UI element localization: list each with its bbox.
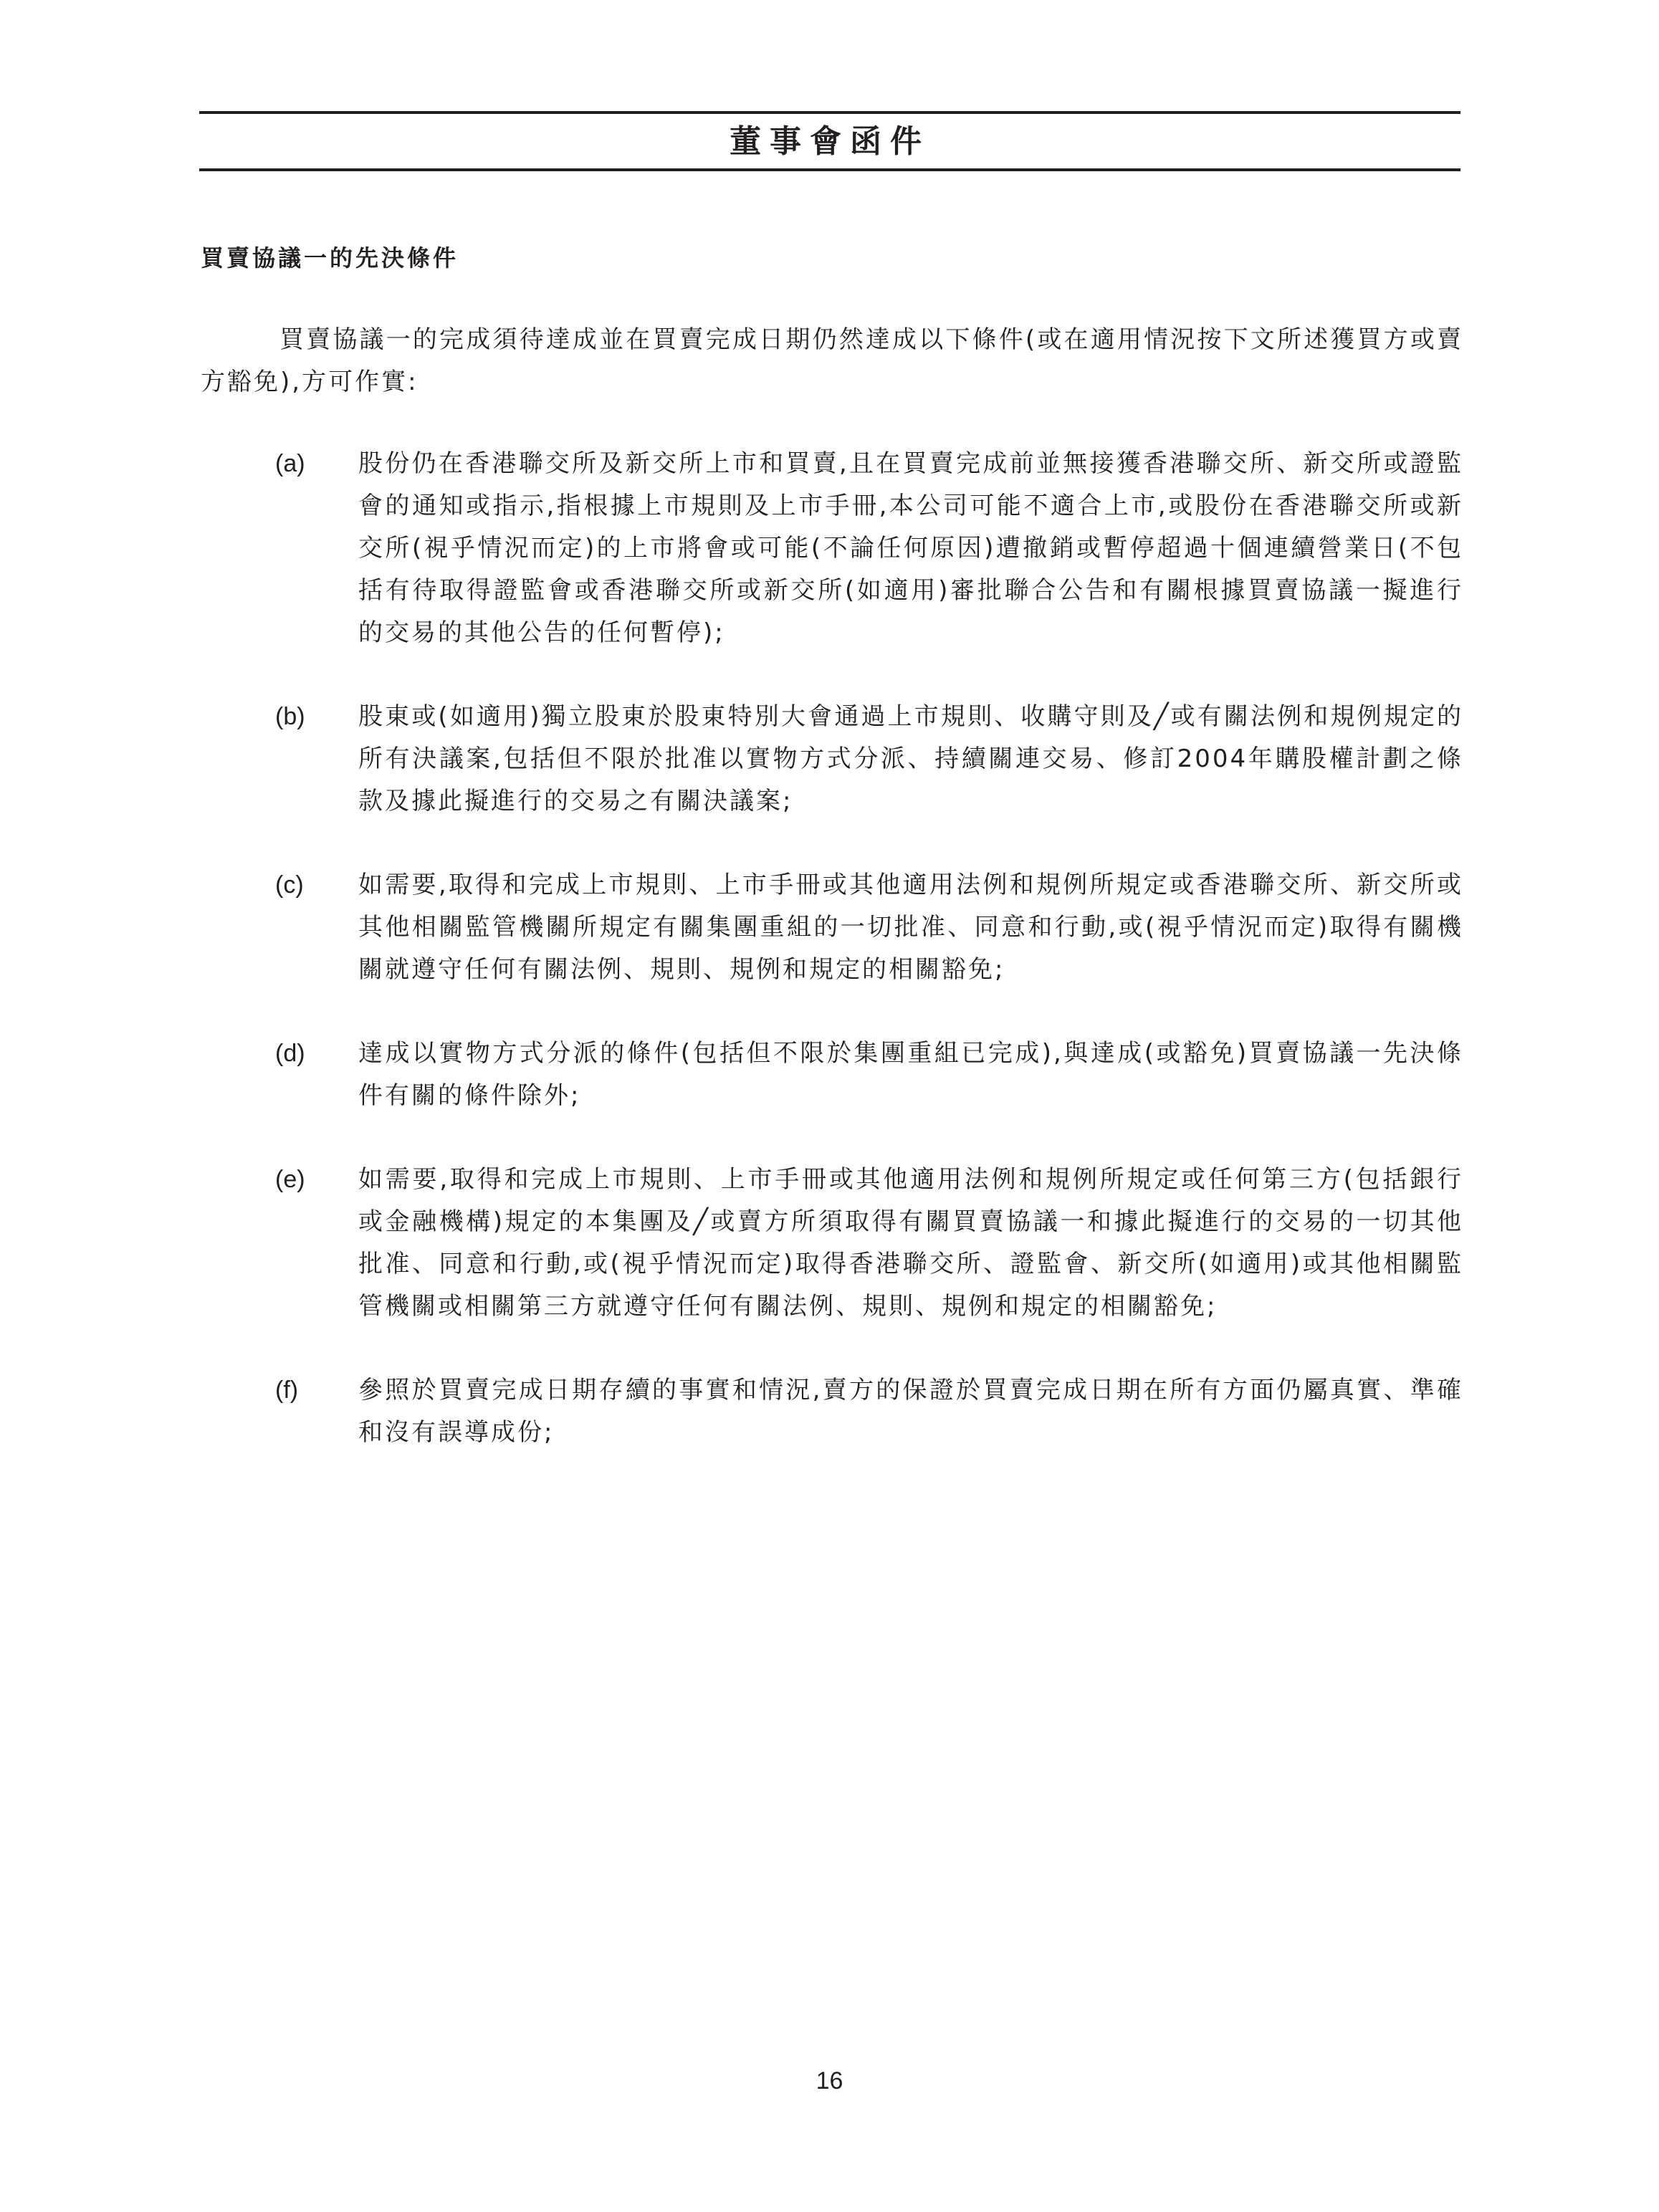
condition-label: (e) bbox=[275, 1166, 305, 1193]
header-top-rule bbox=[199, 111, 1460, 114]
condition-item-b bbox=[201, 696, 1463, 823]
header-bottom-rule bbox=[199, 168, 1460, 171]
conditions-list bbox=[201, 443, 1463, 1495]
condition-text: 如需要,取得和完成上市規則、上市手冊或其他適用法例和規例所規定或任何第三方(包括銀行或金融機構)規定的本集團及╱或賣方所須取得有關買賣協議一和據此擬進行的交易的一切其他批准、同意和行動,或(視乎情況而定)取得香港聯交所、證監會、新交所(如適用)或其他相關監管機關或相關第三方就遵守任何有關法例、規則、規例和規定的相關豁免; bbox=[358, 1165, 1463, 1321]
intro-paragraph: 買賣協議一的完成須待達成並在買賣完成日期仍然達成以下條件(或在適用情況按下文所述獲買方或賣方豁免),方可作實: bbox=[201, 325, 1463, 396]
condition-item-a bbox=[201, 443, 1463, 654]
condition-item-e bbox=[201, 1159, 1463, 1328]
section-heading: 買賣協議一的先決條件 bbox=[201, 244, 459, 272]
page-title: 董事會函件 bbox=[730, 123, 930, 160]
condition-label: (d) bbox=[275, 1040, 305, 1067]
condition-text: 參照於買賣完成日期存續的事實和情況,賣方的保證於買賣完成日期在所有方面仍屬真實、準確和沒有誤導成份; bbox=[358, 1376, 1463, 1447]
condition-label: (f) bbox=[275, 1376, 299, 1404]
condition-text: 股份仍在香港聯交所及新交所上市和買賣,且在買賣完成前並無接獲香港聯交所、新交所或證監會的通知或指示,指根據上市規則及上市手冊,本公司可能不適合上市,或股份在香港聯交所或新交所(視乎情況而定)的上市將會或可能(不論任何原因)遭撤銷或暫停超過十個連續營業日(不包括有待取得證監會或香港聯交所或新交所(如適用)審批聯合公告和有關根據買賣協議一擬進行的交易的其他公告的任何暫停); bbox=[358, 449, 1463, 647]
condition-text: 股東或(如適用)獨立股東於股東特別大會通過上市規則、收購守則及╱或有關法例和規例規定的所有決議案,包括但不限於批准以實物方式分派、持續關連交易、修訂2004年購股權計劃之條款及據此擬進行的交易之有關決議案; bbox=[358, 702, 1463, 815]
condition-item-d bbox=[201, 1033, 1463, 1117]
condition-label: (a) bbox=[275, 450, 305, 477]
condition-item-c bbox=[201, 864, 1463, 991]
condition-text: 如需要,取得和完成上市規則、上市手冊或其他適用法例和規例所規定或香港聯交所、新交所或其他相關監管機關所規定有關集團重組的一切批准、同意和行動,或(視乎情況而定)取得有關機關就遵守任何有關法例、規則、規例和規定的相關豁免; bbox=[358, 871, 1463, 984]
condition-label: (b) bbox=[275, 703, 305, 730]
page-number: 16 bbox=[816, 2067, 843, 2094]
condition-text: 達成以實物方式分派的條件(包括但不限於集團重組已完成),與達成(或豁免)買賣協議一先決條件有關的條件除外; bbox=[358, 1039, 1463, 1110]
condition-label: (c) bbox=[275, 871, 304, 899]
condition-item-f bbox=[201, 1369, 1463, 1454]
